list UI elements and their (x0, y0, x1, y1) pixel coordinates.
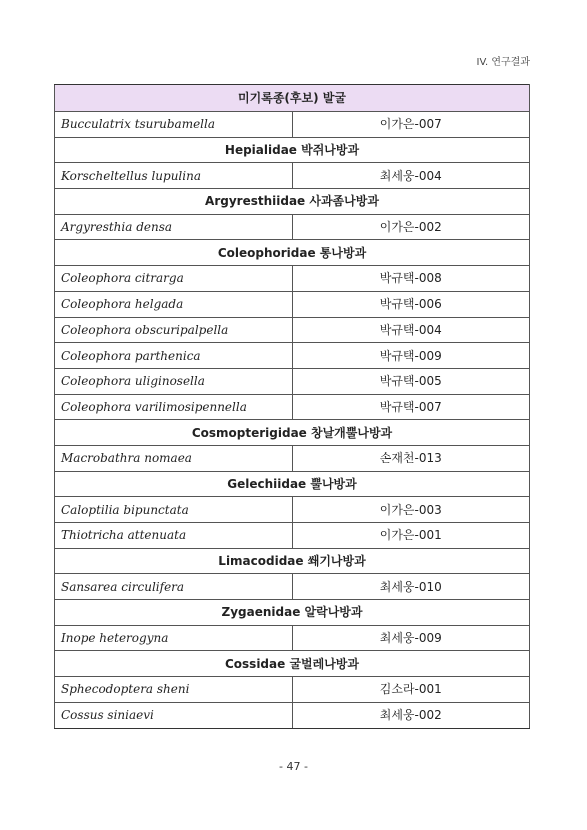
family-header-row (55, 240, 530, 266)
table-title: 미기록종(후보) 발굴 (55, 85, 530, 112)
species-row (55, 394, 530, 420)
family-header-row (55, 471, 530, 497)
species-name: Coleophora helgada (55, 291, 293, 317)
species-table (54, 84, 530, 729)
species-name: Coleophora varilimosipennella (55, 394, 293, 420)
species-name: Coleophora parthenica (55, 343, 293, 369)
species-row (55, 368, 530, 394)
species-row (55, 266, 530, 292)
species-name: Coleophora obscuripalpella (55, 317, 293, 343)
species-row (55, 214, 530, 240)
species-row (55, 163, 530, 189)
specimen-code: 최세웅-010 (292, 574, 530, 600)
species-row (55, 625, 530, 651)
specimen-code: 박규택-006 (292, 291, 530, 317)
species-name: Cossus siniaevi (55, 702, 293, 728)
species-name: Coleophora citrarga (55, 266, 293, 292)
specimen-code: 박규택-005 (292, 368, 530, 394)
species-name: Coleophora uliginosella (55, 368, 293, 394)
species-name: Thiotricha attenuata (55, 523, 293, 549)
family-label: Cossidae 굴벌레나방과 (55, 651, 530, 677)
specimen-code: 이가은-001 (292, 523, 530, 549)
species-row (55, 343, 530, 369)
family-header-row (55, 548, 530, 574)
species-name: Bucculatrix tsurubamella (55, 112, 293, 138)
specimen-code: 최세웅-004 (292, 163, 530, 189)
family-label: Coleophoridae 통나방과 (55, 240, 530, 266)
running-header: IV. 연구결과 (476, 57, 530, 68)
species-row (55, 574, 530, 600)
species-name: Sphecodoptera sheni (55, 677, 293, 703)
species-name: Sansarea circulifera (55, 574, 293, 600)
family-header-row (55, 420, 530, 446)
species-row (55, 317, 530, 343)
specimen-code: 이가은-003 (292, 497, 530, 523)
table-title-row (55, 85, 530, 112)
family-label: Hepialidae 박쥐나방과 (55, 137, 530, 163)
specimen-code: 박규택-009 (292, 343, 530, 369)
family-label: Argyresthiidae 사과좀나방과 (55, 189, 530, 215)
species-row (55, 291, 530, 317)
family-label: Zygaenidae 알락나방과 (55, 600, 530, 626)
species-row (55, 677, 530, 703)
species-row (55, 523, 530, 549)
family-header-row (55, 651, 530, 677)
specimen-code: 최세웅-002 (292, 702, 530, 728)
specimen-code: 김소라-001 (292, 677, 530, 703)
species-row (55, 702, 530, 728)
specimen-code: 박규택-004 (292, 317, 530, 343)
species-name: Korscheltellus lupulina (55, 163, 293, 189)
specimen-code: 손재천-013 (292, 445, 530, 471)
species-name: Argyresthia densa (55, 214, 293, 240)
species-name: Caloptilia bipunctata (55, 497, 293, 523)
species-row (55, 497, 530, 523)
family-label: Limacodidae 쐐기나방과 (55, 548, 530, 574)
species-row (55, 112, 530, 138)
family-header-row (55, 137, 530, 163)
specimen-code: 이가은-007 (292, 112, 530, 138)
specimen-code: 이가은-002 (292, 214, 530, 240)
species-name: Macrobathra nomaea (55, 445, 293, 471)
specimen-code: 최세웅-009 (292, 625, 530, 651)
specimen-code: 박규택-008 (292, 266, 530, 292)
family-header-row (55, 189, 530, 215)
page-number: - 47 - (279, 760, 308, 773)
table-body (55, 85, 530, 729)
family-label: Gelechiidae 뿔나방과 (55, 471, 530, 497)
family-label: Cosmopterigidae 창날개뿔나방과 (55, 420, 530, 446)
specimen-code: 박규택-007 (292, 394, 530, 420)
species-name: Inope heterogyna (55, 625, 293, 651)
family-header-row (55, 600, 530, 626)
species-row (55, 445, 530, 471)
